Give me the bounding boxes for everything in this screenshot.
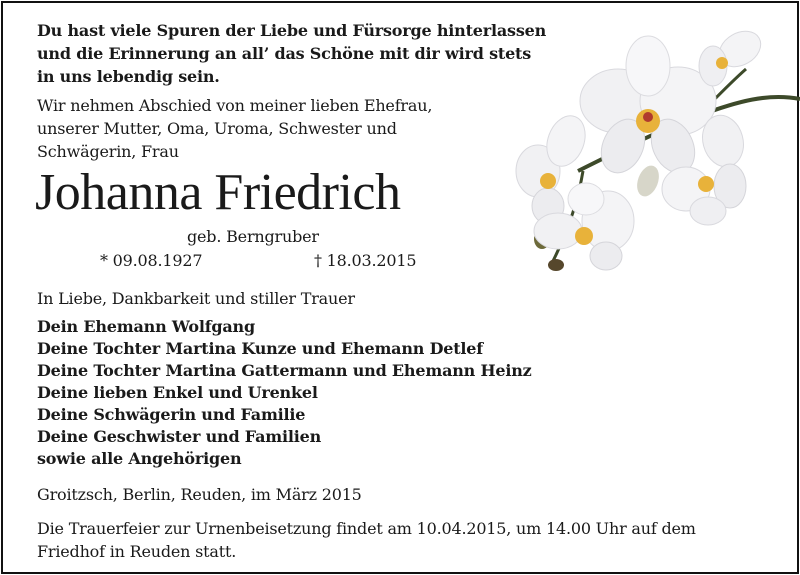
intro-line-2: und die Erinnerung an all’ das Schöne mit dir wird stets xyxy=(37,44,532,63)
mourner-2: Deine Tochter Martina Kunze und Ehemann Detlef xyxy=(37,339,483,358)
funeral-notice-line-1: Die Trauerfeier zur Urnenbeisetzung findet am 10.04.2015, um 14.00 Uhr auf dem xyxy=(37,519,696,538)
death-date: † 18.03.2015 xyxy=(314,251,417,270)
orchid-icon xyxy=(508,21,800,276)
birth-date: * 09.08.1927 xyxy=(100,251,203,270)
birth-name: geb. Berngruber xyxy=(187,227,319,246)
deceased-name: Johanna Friedrich xyxy=(35,164,401,221)
mourner-1: Dein Ehemann Wolfgang xyxy=(37,317,255,336)
mourner-5: Deine Schwägerin und Familie xyxy=(37,405,306,424)
farewell-line-2: unserer Mutter, Oma, Uroma, Schwester und xyxy=(37,119,397,138)
mourner-6: Deine Geschwister und Familien xyxy=(37,427,322,446)
funeral-notice-line-2: Friedhof in Reuden statt. xyxy=(37,542,237,561)
obituary-notice xyxy=(1,1,799,574)
intro-line-1: Du hast viele Spuren der Liebe und Fürsorge hinterlassen xyxy=(37,21,547,40)
mourner-7: sowie alle Angehörigen xyxy=(37,449,242,468)
intro-line-3: in uns lebendig sein. xyxy=(37,67,220,86)
farewell-line-1: Wir nehmen Abschied von meiner lieben Ehefrau, xyxy=(37,96,433,115)
farewell-line-3: Schwägerin, Frau xyxy=(37,142,179,161)
place-date: Groitzsch, Berlin, Reuden, im März 2015 xyxy=(37,485,362,504)
mourner-4: Deine lieben Enkel und Urenkel xyxy=(37,383,318,402)
mourning-intro: In Liebe, Dankbarkeit und stiller Trauer xyxy=(37,289,355,308)
mourner-3: Deine Tochter Martina Gattermann und Ehemann Heinz xyxy=(37,361,532,380)
